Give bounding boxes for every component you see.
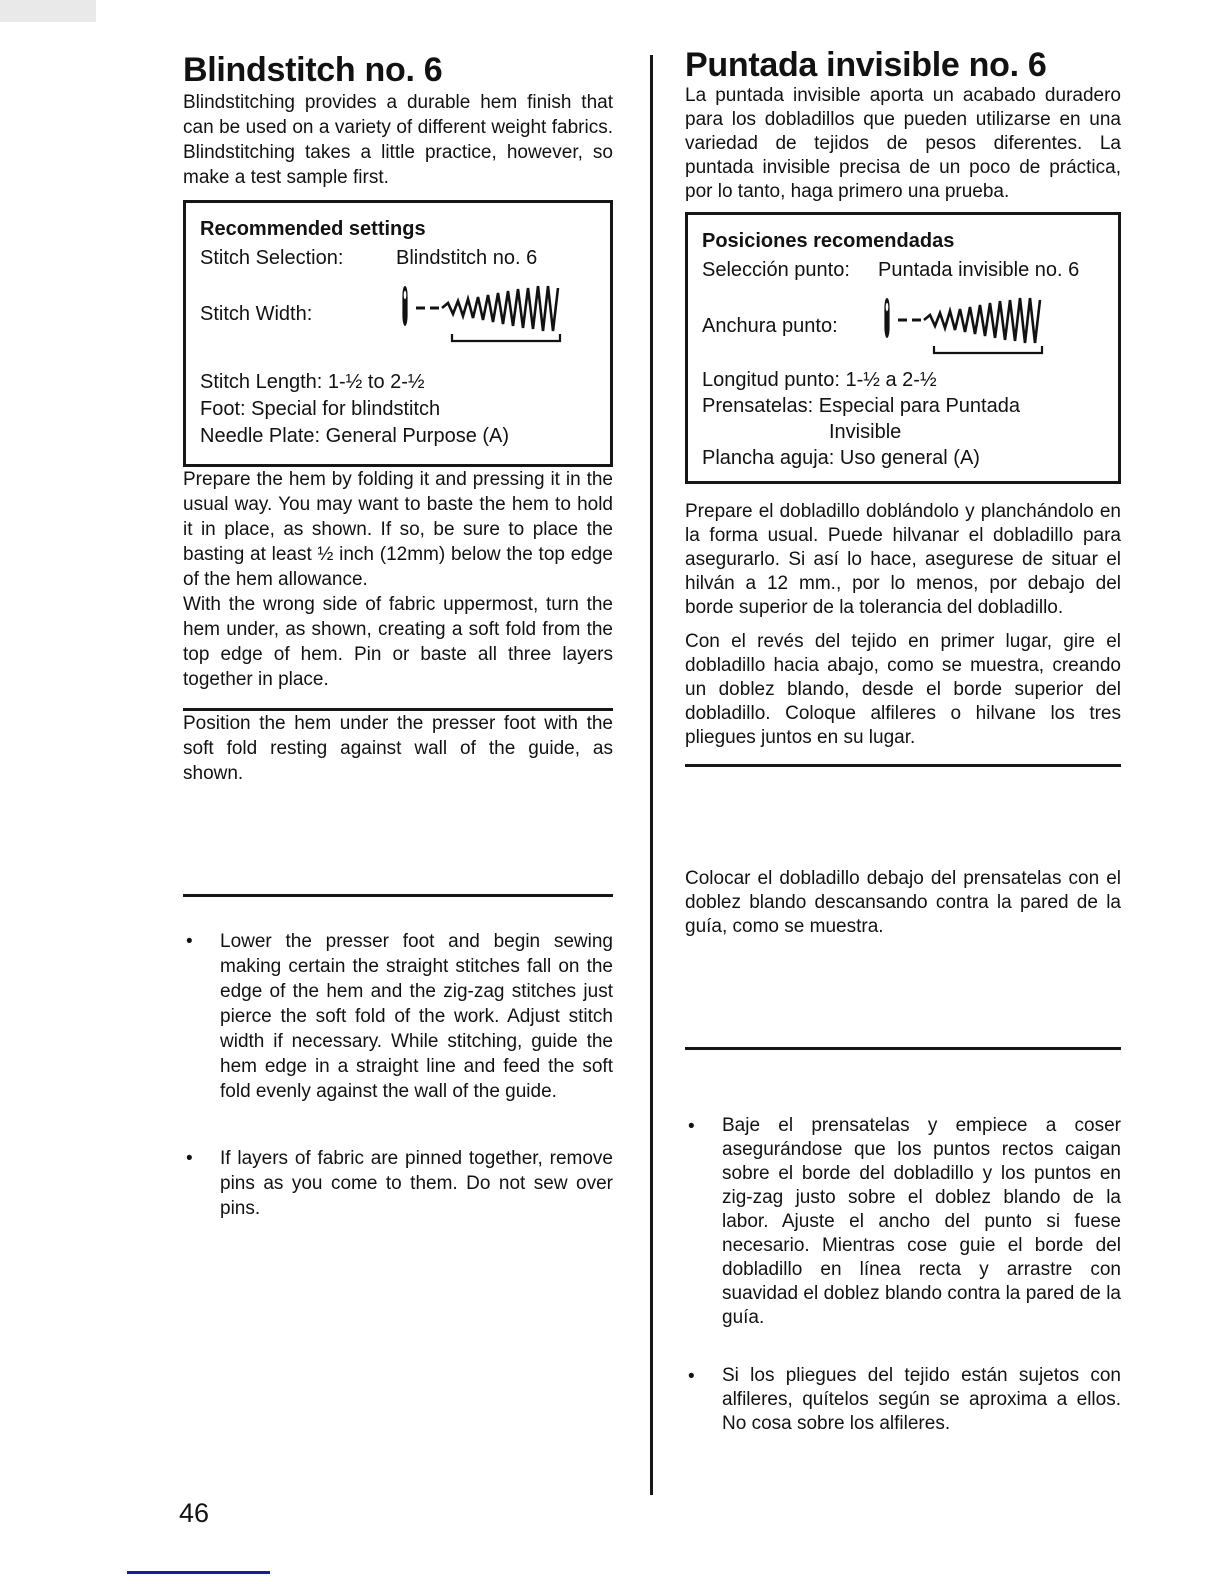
stitch-width-zigzag-diagram-icon: [396, 283, 572, 345]
stitch-length-line: Longitud punto: 1-½ a 2-½: [702, 369, 937, 391]
pins-bullet: If layers of fabric are pinned together, remove pins as you come to them. Do not sew over pins.: [220, 1148, 613, 1219]
stitch-width-row: [702, 295, 1104, 357]
column-divider-rule: [650, 55, 653, 1495]
intro-paragraph-spanish: La puntada invisible aporta un acabado duradero para los dobladillos que pueden utilizarse en una variedad de tejidos de pesos diferentes. La puntada invisible precisa de un poco de práctica, por lo tanto, haga primero una prueba.: [685, 85, 1121, 202]
settings-lines: [702, 367, 1104, 471]
instruction-list-english: [183, 929, 613, 1221]
prepare-hem-paragraph: Prepare the hem by folding it and pressing it in the usual way. You may want to baste the hem to hold it in place, as shown. If so, be sure to place the basting at least ½ inch (12mm) below the top edge of the hem allowance.: [183, 469, 613, 590]
list-item: [685, 1114, 1121, 1330]
position-hem-paragraph: Position the hem under the presser foot with the soft fold resting against wall of the guide, as shown.: [183, 713, 613, 784]
instruction-list-spanish: [685, 1114, 1121, 1436]
recommended-settings-box: [183, 200, 613, 467]
stitch-length-line: Stitch Length: 1-½ to 2-½: [200, 371, 425, 393]
bullet-marker: •: [688, 1366, 695, 1387]
section-rule: [685, 1047, 1121, 1050]
lower-presser-foot-bullet: Lower the presser foot and begin sewing making certain the straight stitches fall on the edge of the hem and the zig-zag stitches just pierce the soft fold of the work. Adjust stitch width if necessary. While stitching, guide the hem edge in a straight line and feed the soft fold evenly against the wall of the guide.: [220, 931, 613, 1102]
section-rule: [183, 894, 613, 897]
spanish-column: [685, 46, 1121, 1436]
needle-plate-line: Needle Plate: General Purpose (A): [200, 425, 510, 447]
stitch-width-row: [200, 283, 596, 345]
pins-bullet: Si los pliegues del tejido están sujetos con alfileres, quítelos según se aproxima a ellos. No cosa sobre los alfileres.: [722, 1365, 1121, 1434]
stitch-width-zigzag-diagram-icon: [878, 295, 1054, 357]
stitch-width-label: Anchura punto:: [702, 315, 838, 337]
settings-box-heading: Recommended settings: [200, 218, 426, 240]
scan-edge-artifact: [0, 0, 96, 22]
section-rule: [685, 764, 1121, 767]
page-title-english: Blindstitch no. 6: [183, 51, 443, 89]
stitch-selection-label: Selección punto:: [702, 259, 850, 281]
position-hem-paragraph: Colocar el dobladillo debajo del prensatelas con el doblez blando descansando contra la pared de la guía, como se muestra.: [685, 868, 1121, 937]
bullet-marker: •: [186, 1148, 193, 1169]
footer-blue-line: [127, 1571, 270, 1574]
foot-line: Prensatelas: Especial para Puntada: [702, 395, 1020, 417]
foot-line-continued: Invisible: [829, 421, 902, 443]
bullet-marker: •: [688, 1116, 695, 1137]
stitch-selection-row: [200, 243, 596, 273]
needle-plate-line: Plancha aguja: Uso general (A): [702, 447, 980, 469]
stitch-selection-row: [702, 255, 1104, 285]
english-column: [183, 50, 613, 1221]
list-item: [685, 1364, 1121, 1436]
list-item: [183, 1146, 613, 1221]
stitch-selection-label: Stitch Selection:: [200, 247, 344, 269]
page-title-spanish: Puntada invisible no. 6: [685, 46, 1047, 84]
stitch-width-label: Stitch Width:: [200, 303, 313, 325]
bullet-marker: •: [186, 931, 193, 952]
settings-lines: [200, 369, 596, 450]
settings-box-heading: Posiciones recomendadas: [702, 230, 955, 252]
intro-paragraph-english: Blindstitching provides a durable hem finish that can be used on a variety of different weight fabrics. Blindstitching takes a little practice, however, so make a test sample first.: [183, 92, 613, 188]
wrong-side-paragraph: With the wrong side of fabric uppermost, turn the hem under, as shown, creating a soft fold from the top edge of hem. Pin or baste all three layers together in place.: [183, 594, 613, 690]
prepare-hem-paragraph: Prepare el dobladillo doblándolo y planchándolo en la forma usual. Puede hilvanar el dobladillo para asegurarlo. Si así lo hace, asegurese de situar el hilván a 12 mm., por lo menos, por debajo del borde superior de la tolerancia del dobladillo.: [685, 501, 1121, 618]
page-number: 46: [179, 1498, 210, 1528]
lower-presser-foot-bullet: Baje el prensatelas y empiece a coser asegurándose que los puntos rectos caigan sobre el borde del dobladillo y los puntos en zig-zag justo sobre el doblez blando de la labor. Ajuste el ancho del punto si fuese necesario. Mientras cose guie el borde del dobladillo en línea recta y arrastre con suavidad el doblez blando contra la pared de la guía.: [722, 1115, 1121, 1328]
list-item: [183, 929, 613, 1104]
foot-line: Foot: Special for blindstitch: [200, 398, 441, 420]
posiciones-recomendadas-box: [685, 212, 1121, 484]
stitch-selection-value: Blindstitch no. 6: [396, 247, 538, 269]
stitch-selection-value: Puntada invisible no. 6: [878, 259, 1080, 281]
wrong-side-paragraph: Con el revés del tejido en primer lugar, gire el dobladillo hacia abajo, como se muestra, creando un doblez blando, desde el borde superior del dobladillo. Coloque alfileres o hilvane los tres pliegues juntos en su lugar.: [685, 631, 1121, 748]
